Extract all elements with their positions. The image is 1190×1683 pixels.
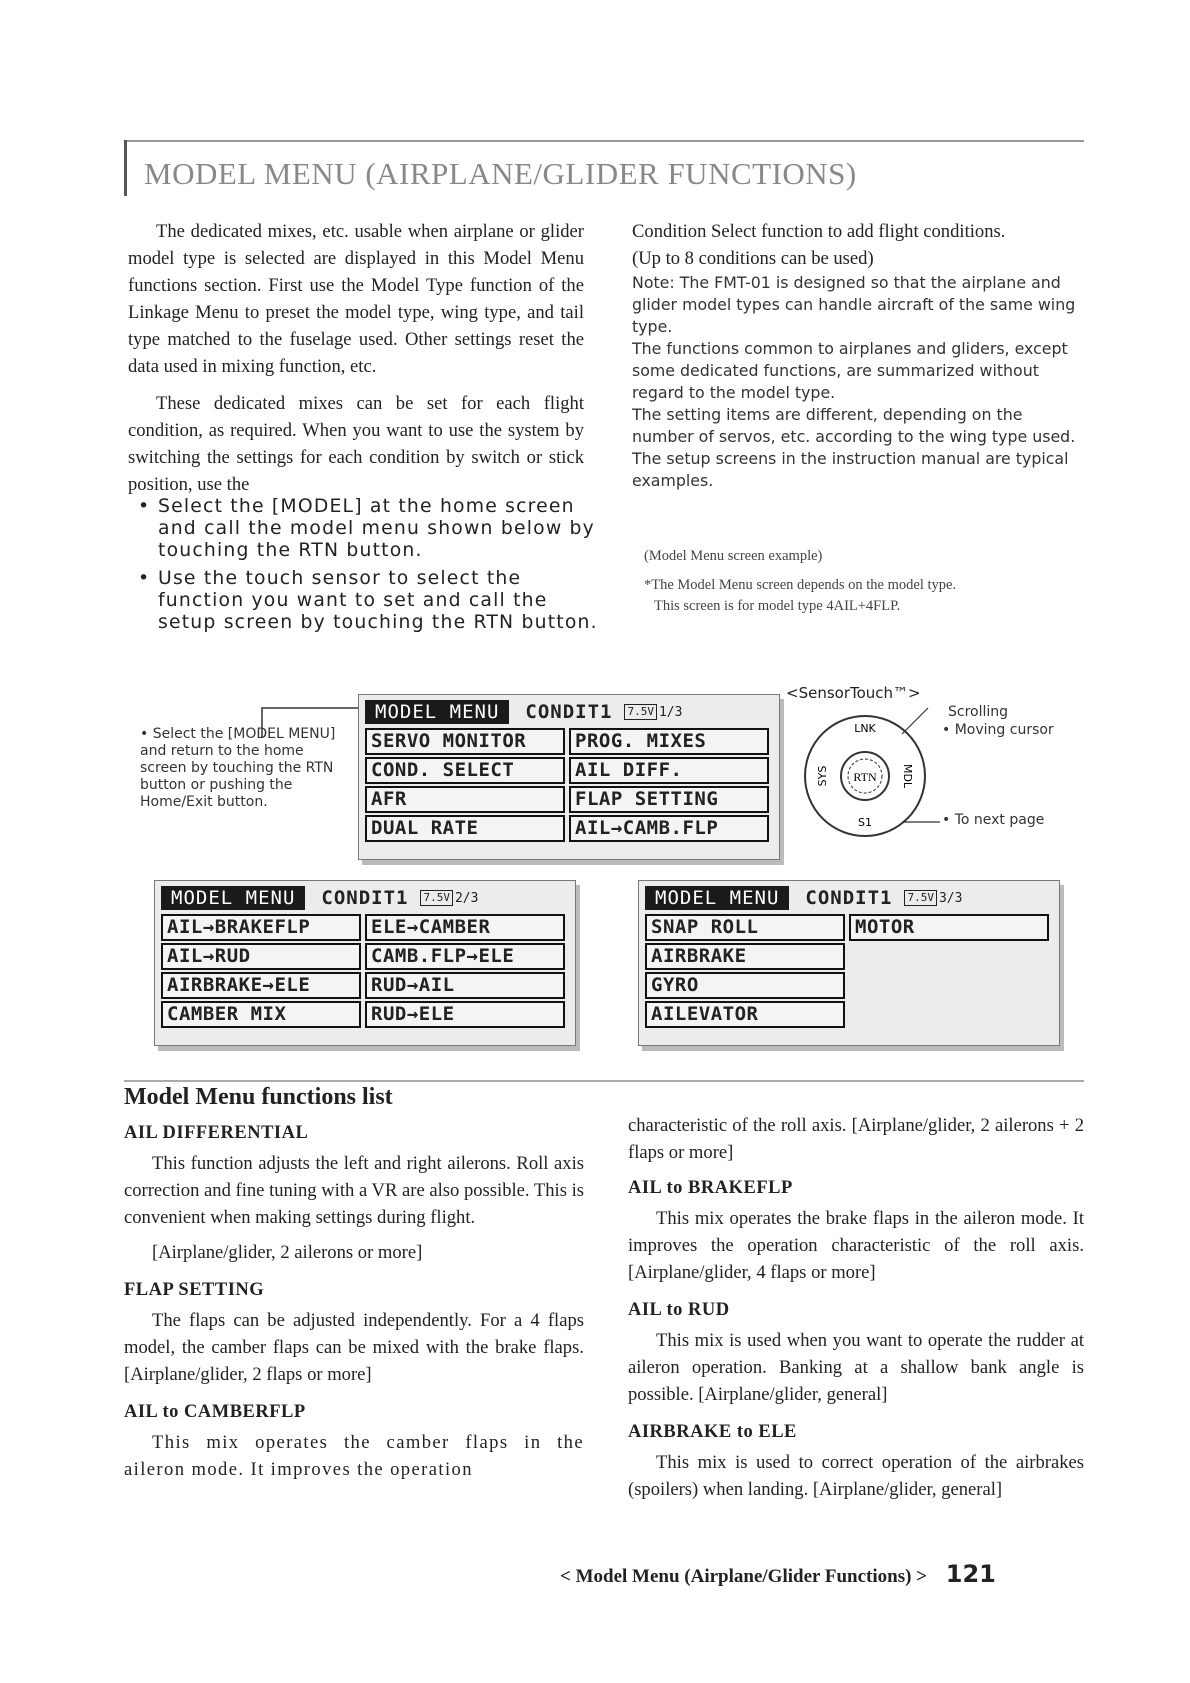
menu-item-afr[interactable]: AFR [365,786,565,813]
ail-brakeflp-title: AIL to BRAKEFLP [628,1178,793,1198]
menu-item-servo-monitor[interactable]: SERVO MONITOR [365,728,565,755]
instruction-bullets [128,496,598,640]
menu-item-camb-flp-ele[interactable]: CAMB.FLP→ELE [365,943,565,970]
ail-rud-body: This mix is used when you want to operate the rudder at aileron operation. Banking at a shallow bank angle is possible. [Airplane/glider, general] [628,1330,1084,1405]
scrolling-label: Scrolling [948,704,1009,720]
airbrake-ele-body: This mix is used to correct operation of the airbrakes (spoilers) when landing. [Airplane/glider, general] [628,1452,1084,1500]
footer-section-title: < Model Menu (Airplane/Glider Functions) > [560,1566,927,1587]
page-indicator: 1/3 [658,704,683,720]
sys-key-label: SYS [816,765,829,787]
example-caption-note: *The Model Menu screen depends on the model type. [644,577,957,593]
page-indicator: 3/3 [938,890,963,906]
mdl-key-label: MDL [901,763,914,789]
sensor-touch-dial [790,704,950,844]
menu-grid [161,914,569,1030]
ail-differential-body: This function adjusts the left and right ailerons. Roll axis correction and fine tuning with a VR are also possible. This is convenient when making settings during flight. [124,1153,584,1228]
example-caption-title: (Model Menu screen example) [644,548,823,564]
menu-item-motor[interactable]: MOTOR [849,914,1049,941]
note-paragraph-1: Note: The FMT-01 is designed so that the airplane and glider model types can handle aircraft of the same wing type. [632,273,1076,336]
ail-camberflp-continuation: characteristic of the roll axis. [Airplane/glider, 2 ailerons + 2 flaps or more] [628,1115,1084,1163]
note-paragraph-2: The functions common to airplanes and gliders, except some dedicated functions, are summarized without regard to the model type. [632,339,1068,402]
model-menu-screen-page-1 [358,694,780,860]
functions-right-column [628,1112,1084,1513]
menu-item-ailevator[interactable]: AILEVATOR [645,1001,845,1028]
screen-header [645,885,1053,911]
intro-conditions-note: (Up to 8 conditions can be used) [632,248,874,269]
intro-left-column [128,218,584,508]
battery-indicator: 7.5V [624,704,657,720]
page-footer [560,1560,996,1588]
menu-item-ail-camb-flp[interactable]: AIL→CAMB.FLP [569,815,769,842]
page-indicator: 2/3 [454,890,479,906]
model-menu-screen-page-2 [154,880,576,1046]
airbrake-ele-title: AIRBRAKE to ELE [628,1422,797,1442]
menu-item-prog-mixes[interactable]: PROG. MIXES [569,728,769,755]
condition-label: CONDIT1 [321,887,409,909]
screen-header [161,885,569,911]
menu-item-snap-roll[interactable]: SNAP ROLL [645,914,845,941]
s1-key-label: S1 [858,816,872,829]
ail-brakeflp-body: This mix operates the brake flaps in the aileron mode. It improves the operation characteristic of the roll axis. [Airplane/glider, 4 flaps or more] [628,1208,1084,1283]
menu-item-gyro[interactable]: GYRO [645,972,845,999]
menu-item-empty [849,972,1049,999]
page-number: 121 [945,1560,996,1588]
moving-cursor-label: • Moving cursor [942,722,1054,738]
menu-title-tag: MODEL MENU [161,886,305,910]
battery-indicator: 7.5V [420,890,453,906]
header-rule [124,140,1084,142]
condition-label: CONDIT1 [525,701,613,723]
bullet-dot: • [140,726,153,742]
menu-item-ail-diff[interactable]: AIL DIFF. [569,757,769,784]
side-note: • Select the [MODEL MENU] and return to the home screen by touching the RTN button or pushing the Home/Exit button. [140,726,336,810]
next-page-label: • To next page [942,812,1045,828]
menu-item-empty [849,943,1049,970]
intro-paragraph-1: The dedicated mixes, etc. usable when airplane or glider model type is selected are displayed in this Model Menu functions section. First use the Model Type function of the Linkage Menu to preset the model type, wing type, and tail type matched to the fuselage used. Other settings reset the data used in mixing function, etc. [128,221,584,377]
ail-differential-type: [Airplane/glider, 2 ailerons or more] [152,1242,423,1263]
bullet-item: • Use the touch sensor to select the function you want to set and call the setup screen by touching the RTN button. [138,568,598,633]
menu-item-cond-select[interactable]: COND. SELECT [365,757,565,784]
example-caption [644,546,1084,617]
menu-item-empty [849,1001,1049,1028]
menu-item-flap-setting[interactable]: FLAP SETTING [569,786,769,813]
menu-item-dual-rate[interactable]: DUAL RATE [365,815,565,842]
menu-item-airbrake[interactable]: AIRBRAKE [645,943,845,970]
page-title: MODEL MENU (AIRPLANE/GLIDER FUNCTIONS) [144,156,857,191]
menu-item-rud-ail[interactable]: RUD→AIL [365,972,565,999]
menu-title-tag: MODEL MENU [645,886,789,910]
example-caption-model: This screen is for model type 4AIL+4FLP. [654,598,901,614]
flap-setting-body: The flaps can be adjusted independently. For a 4 flaps model, the camber flaps can be mixed with the brake flaps. [Airplane/glider, 2 flaps or more] [124,1310,584,1385]
functions-heading: Model Menu functions list [124,1084,393,1110]
note-paragraph-3: The setting items are different, depending on the number of servos, etc. according to the wing type used. The setup screens in the instruction manual are typical examples. [632,405,1076,490]
ail-camberflp-title: AIL to CAMBERFLP [124,1402,306,1422]
menu-item-camber-mix[interactable]: CAMBER MIX [161,1001,361,1028]
menu-item-ail-rud[interactable]: AIL→RUD [161,943,361,970]
pointer-line [260,700,370,740]
battery-indicator: 7.5V [904,890,937,906]
model-menu-screen-page-3 [638,880,1060,1046]
menu-item-rud-ele[interactable]: RUD→ELE [365,1001,565,1028]
menu-title-tag: MODEL MENU [365,700,509,724]
ail-rud-title: AIL to RUD [628,1300,730,1320]
header-accent-bar [124,140,127,196]
intro-paragraph-2: These dedicated mixes can be set for each flight condition, as required. When you want to use the system by switching the settings for each condition by switch or stick position, use the [128,393,584,495]
menu-grid [645,914,1053,1030]
sensor-touch-title: <SensorTouch™> [786,684,921,702]
ail-differential-title: AIL DIFFERENTIAL [124,1123,309,1143]
bullet-item: • Select the [MODEL] at the home screen and call the model menu shown below by touching the RTN button. [138,496,595,561]
section-divider [124,1080,1084,1082]
functions-left-column [124,1084,584,1493]
menu-grid [365,728,773,844]
flap-setting-title: FLAP SETTING [124,1280,265,1300]
condition-label: CONDIT1 [805,887,893,909]
menu-item-ail-brakeflp[interactable]: AIL→BRAKEFLP [161,914,361,941]
ail-camberflp-body: This mix operates the camber flaps in the aileron mode. It improves the operation [124,1432,584,1480]
intro-continuation: Condition Select function to add flight conditions. [632,221,1006,242]
screen-header [365,699,773,725]
menu-item-airbrake-ele[interactable]: AIRBRAKE→ELE [161,972,361,999]
lnk-key-label: LNK [854,722,876,735]
rtn-key-label: RTN [853,770,877,784]
menu-item-ele-camber[interactable]: ELE→CAMBER [365,914,565,941]
intro-right-column [632,218,1084,492]
